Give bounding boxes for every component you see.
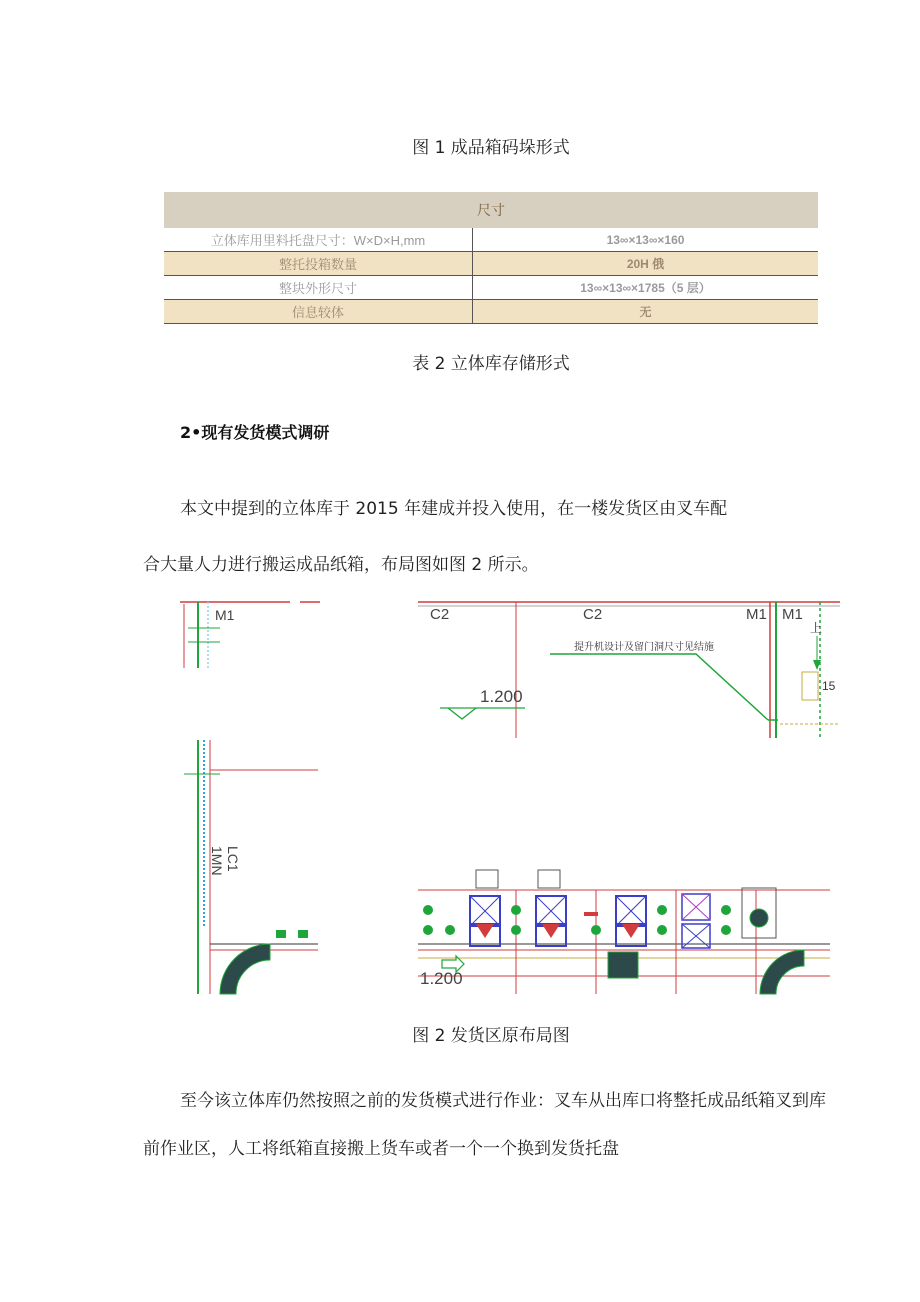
elevation-label: 1.200 [420,969,463,988]
table-header: 尺寸 [164,192,818,228]
figure1-caption: 图 1 成品箱码垛形式 [412,138,570,158]
label-c2: C2 [583,606,603,623]
table-row [164,276,818,300]
elevation-label: 1.200 [480,687,523,706]
storage-spec-table [164,192,818,324]
paragraph-2-line-1: 至今该立体库仍然按照之前的发货模式进行作业：叉车从出库口将整托成品纸箱叉到库 [180,1091,826,1111]
table2-caption: 表 2 立体库存储形式 [412,354,570,374]
label-15: 15 [822,679,836,693]
label-vertical: LC1 [225,846,241,872]
label-m1: M1 [782,606,803,623]
panel-top-right [418,602,840,738]
table-row [164,252,818,276]
row-label: 立体库用里料托盘尺寸：W×D×H,mm [164,228,473,252]
paragraph-1-line-2: 合大量人力进行搬运成品纸箱，布局图如图 2 所示。 [143,555,539,575]
row-value: 20H 俄 [473,252,819,276]
paragraph-1-line-1: 本文中提到的立体库于 2015 年建成并投入使用，在一楼发货区由叉车配 [180,499,728,519]
table-row [164,228,818,252]
row-label: 信息较体 [164,300,473,324]
figure2-caption: 图 2 发货区原布局图 [412,1026,570,1046]
row-value: 13∞×13∞×160 [473,228,819,252]
paragraph-2-line-2: 前作业区，人工将纸箱直接搬上货车或者一个一个换到发货托盘 [143,1139,619,1159]
shipping-area-layout-drawing [180,598,840,998]
label-c2: C2 [430,606,450,623]
table-row [164,300,818,324]
row-label: 整块外形尺寸 [164,276,473,300]
design-note: 提升机设计及留门洞尺寸见结施 [574,642,714,653]
panel-top-left [180,602,320,668]
label-vertical: 1MN [209,846,225,876]
row-value: 无 [473,300,819,324]
panel-bottom-right [418,870,830,994]
row-value: 13∞×13∞×1785（5 层） [473,276,819,300]
section-heading: 2•现有发货模式调研 [180,423,330,442]
panel-bottom-left [184,740,318,994]
label-m1: M1 [215,607,235,623]
label-m1: M1 [746,606,767,623]
row-label: 整托投箱数量 [164,252,473,276]
label-up: 上 [810,621,823,635]
